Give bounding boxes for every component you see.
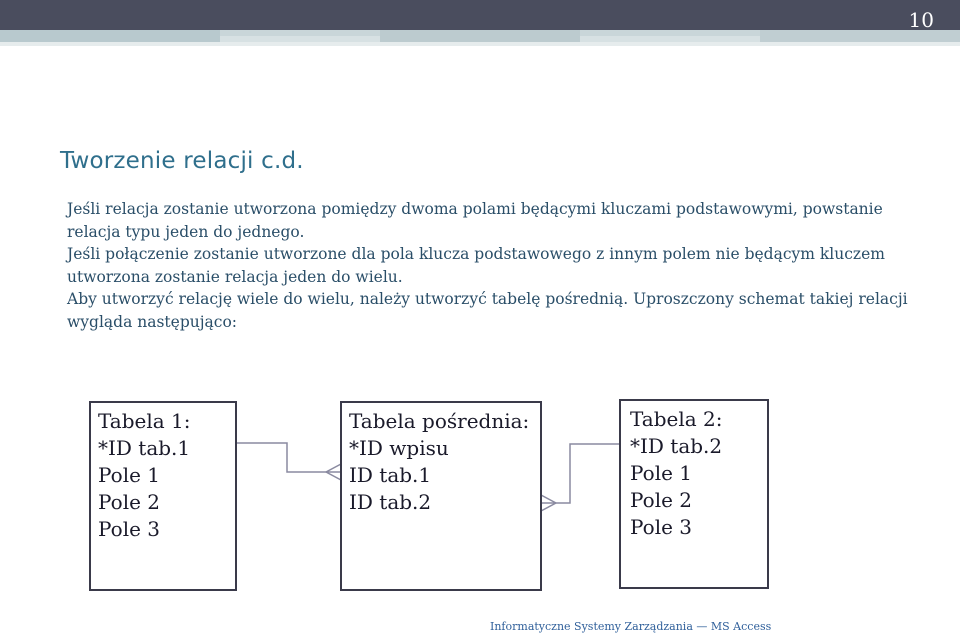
page-number: 10 [908,8,934,32]
table1-field: *ID tab.1 [98,436,191,460]
paragraph-many-to-many: Aby utworzyć relację wiele do wielu, należy utworzyć tabelę pośrednią. Uproszczony schemat takiej relacji wygląda następująco: [67,290,908,331]
table1-field: Pole 1 [98,463,161,487]
table2-field: *ID tab.2 [630,434,723,458]
intermediate-table-title: Tabela pośrednia: [349,409,530,433]
table1-field: Pole 3 [98,517,161,541]
connector-table1-intermediate [236,443,341,480]
table2-title: Tabela 2: [630,407,723,431]
table2-field: Pole 2 [630,488,693,512]
table1-field: Pole 2 [98,490,161,514]
table2-field: Pole 1 [630,461,693,485]
intermediate-table-field: *ID wpisu [349,436,449,460]
paragraph-one-to-many: Jeśli połączenie zostanie utworzone dla pola klucza podstawowego z innym polem nie będącym kluczem utworzona zostanie relacja jeden do wielu. [67,245,885,286]
table2-field: Pole 3 [630,515,693,539]
intermediate-table-field: ID tab.2 [349,490,432,514]
intermediate-table-field: ID tab.1 [349,463,432,487]
connector-intermediate-table2 [541,444,620,511]
paragraph-one-to-one: Jeśli relacja zostanie utworzona pomiędzy dwoma polami będącymi kluczami podstawowymi, powstanie relacja typu jeden do jednego. [67,200,883,241]
footer-text: Informatyczne Systemy Zarządzania — MS Access [490,620,772,633]
page-title: Tworzenie relacji c.d. [60,148,304,174]
table1-title: Tabela 1: [98,409,191,433]
